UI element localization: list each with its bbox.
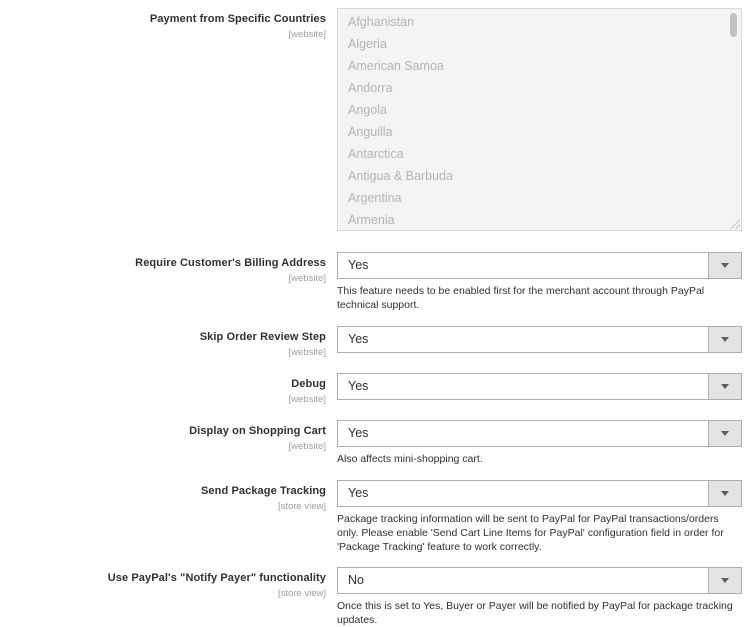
- field-row-notify-payer: [0, 567, 750, 627]
- field-label: Payment from Specific Countries: [149, 13, 326, 25]
- field-label-cell: [0, 420, 326, 453]
- chevron-down-icon: [708, 421, 741, 446]
- scope-label: [store view]: [277, 588, 326, 599]
- field-label: Debug: [291, 378, 326, 390]
- select-value: Yes: [348, 486, 369, 501]
- field-label-cell: [0, 567, 326, 600]
- scope-label: [website]: [288, 273, 326, 284]
- scope-label: [store view]: [277, 501, 326, 512]
- field-row-debug: [0, 373, 750, 406]
- field-value-cell: [337, 480, 742, 554]
- country-option[interactable]: Algeria: [348, 37, 387, 51]
- select-value: Yes: [348, 426, 369, 441]
- chevron-down-icon: [708, 568, 741, 593]
- country-option[interactable]: Antigua & Barbuda: [348, 169, 453, 183]
- field-label: Display on Shopping Cart: [189, 425, 326, 437]
- select-value: Yes: [348, 258, 369, 273]
- country-option[interactable]: Andorra: [348, 81, 393, 95]
- country-option[interactable]: Anguilla: [348, 125, 393, 139]
- field-value-cell: [337, 567, 742, 627]
- field-label: Use PayPal's "Notify Payer" functionality: [107, 572, 326, 584]
- field-label-cell: [0, 252, 326, 285]
- scope-label: [website]: [288, 347, 326, 358]
- field-label-cell: [0, 373, 326, 406]
- field-value-cell: [337, 8, 742, 231]
- select-value: Yes: [348, 332, 369, 347]
- field-value-cell: [337, 420, 742, 466]
- field-comment: Package tracking information will be sent to PayPal for PayPal transactions/orders only. Please enable 'Send Cart Line Items for PayPal' configuration field in order for 'Package Tracking' feature to work correctly.: [337, 513, 724, 553]
- field-label-cell: [0, 480, 326, 513]
- field-comment: Also affects mini-shopping cart.: [337, 453, 483, 465]
- skip-order-review-select[interactable]: [337, 326, 742, 353]
- select-value: Yes: [348, 379, 369, 394]
- country-option[interactable]: Armenia: [348, 213, 395, 227]
- country-option[interactable]: Antarctica: [348, 147, 404, 161]
- field-comment: This feature needs to be enabled first for the merchant account through PayPal technical support.: [337, 285, 705, 311]
- field-row-skip-order-review-step: [0, 326, 750, 359]
- field-value-cell: [337, 326, 742, 353]
- field-value-cell: [337, 373, 742, 400]
- scope-label: [website]: [288, 441, 326, 452]
- field-label: Send Package Tracking: [201, 485, 326, 497]
- field-comment: Once this is set to Yes, Buyer or Payer will be notified by PayPal for package tracking updates.: [337, 600, 733, 626]
- field-row-send-package-tracking: [0, 480, 750, 554]
- chevron-down-icon: [708, 374, 741, 399]
- field-row-require-billing-address: [0, 252, 750, 312]
- scope-label: [website]: [288, 394, 326, 405]
- chevron-down-icon: [708, 327, 741, 352]
- debug-select[interactable]: [337, 373, 742, 400]
- country-option[interactable]: Argentina: [348, 191, 402, 205]
- chevron-down-icon: [708, 481, 741, 506]
- notify-payer-select[interactable]: [337, 567, 742, 594]
- field-value-cell: [337, 252, 742, 312]
- field-row-display-on-shopping-cart: [0, 420, 750, 466]
- display-on-shopping-cart-select[interactable]: [337, 420, 742, 447]
- country-option[interactable]: American Samoa: [348, 59, 444, 73]
- field-label: Skip Order Review Step: [199, 331, 326, 343]
- country-option[interactable]: Afghanistan: [348, 15, 415, 29]
- send-package-tracking-select[interactable]: [337, 480, 742, 507]
- chevron-down-icon: [708, 253, 741, 278]
- field-label-cell: [0, 326, 326, 359]
- field-label-cell: [0, 8, 326, 41]
- scrollbar-thumb[interactable]: [730, 13, 737, 37]
- select-value: No: [348, 573, 364, 588]
- require-billing-address-select[interactable]: [337, 252, 742, 279]
- country-option[interactable]: Angola: [348, 103, 387, 117]
- countries-multiselect[interactable]: [337, 8, 742, 231]
- field-label: Require Customer's Billing Address: [135, 257, 326, 269]
- scope-label: [website]: [288, 29, 326, 40]
- field-row-payment-from-specific-countries: [0, 8, 750, 231]
